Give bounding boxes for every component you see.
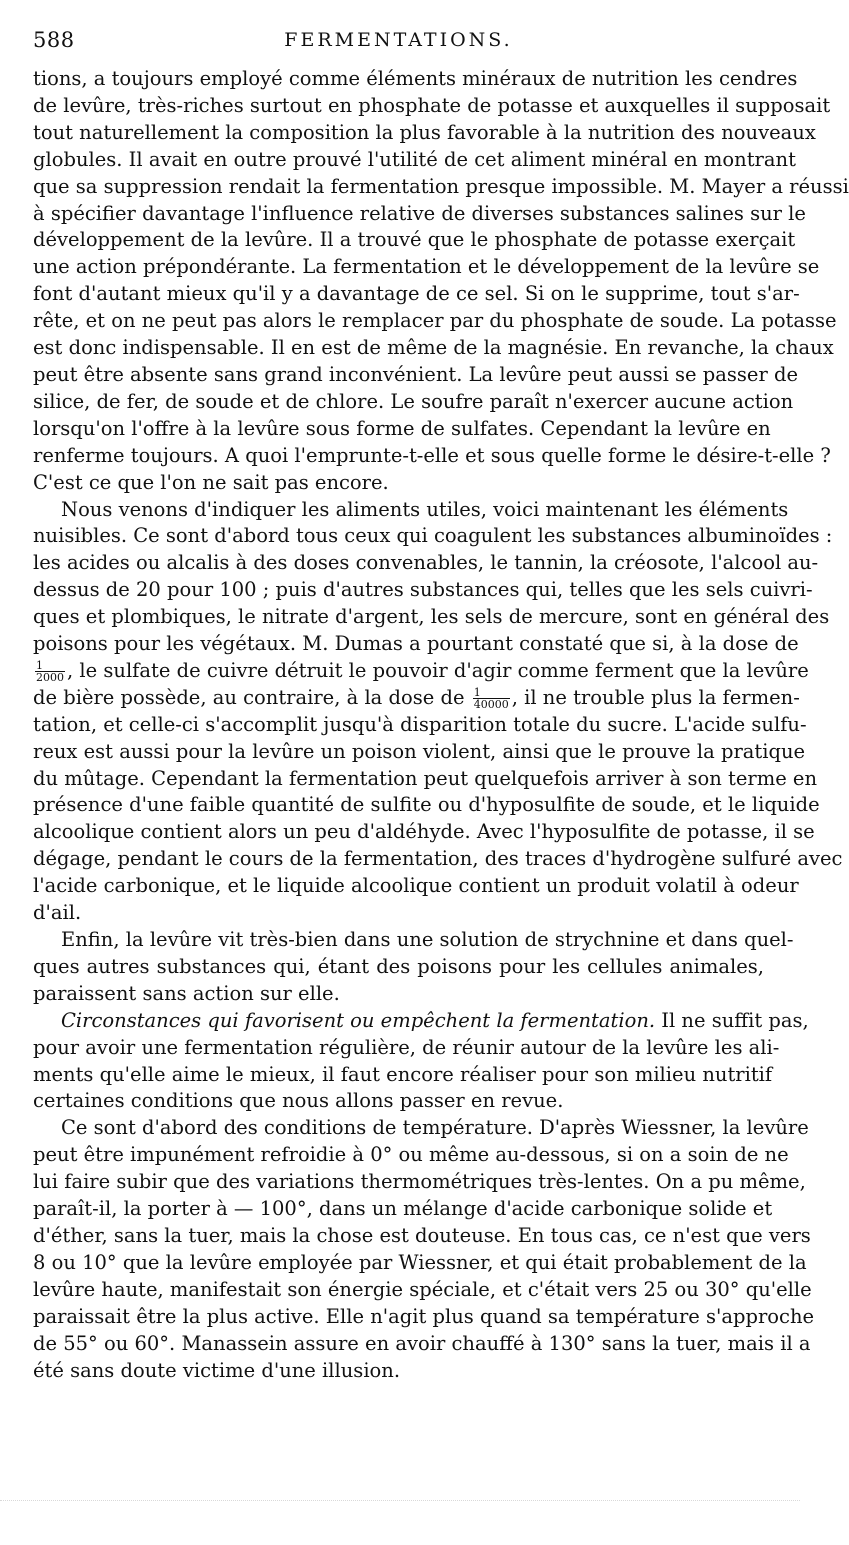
text-line: les acides ou alcalis à des doses convenables, le tannin, la créosote, l'alcool au- bbox=[33, 551, 819, 575]
text-line: ques autres substances qui, étant des poisons pour les cellules animales, bbox=[33, 954, 764, 978]
text-line: que sa suppression rendait la fermentation presque impossible. M. Mayer a réussi bbox=[33, 174, 849, 198]
text-line: paraissait être la plus active. Elle n'agit plus quand sa température s'approche bbox=[33, 1304, 815, 1328]
text-line: tout naturellement la composition la plus favorable à la nutrition des nouveaux bbox=[33, 120, 816, 144]
text-line: ments qu'elle aime le mieux, il faut encore réaliser pour son milieu nutritif bbox=[33, 1062, 773, 1086]
page-header bbox=[33, 28, 764, 58]
text-line: d'ail. bbox=[33, 901, 82, 925]
body-text bbox=[33, 66, 849, 1384]
text-line: ques et plombiques, le nitrate d'argent, les sels de mercure, sont en général des bbox=[33, 605, 830, 629]
running-title: FERMENTATIONS. bbox=[284, 29, 513, 51]
text-line: 8 ou 10° que la levûre employée par Wiessner, et qui était probablement de la bbox=[33, 1250, 807, 1274]
text-line: C'est ce que l'on ne sait pas encore. bbox=[33, 470, 389, 494]
paragraph-3 bbox=[33, 927, 794, 1008]
text-line: été sans doute victime d'une illusion. bbox=[33, 1358, 401, 1382]
text-line: rête, et on ne peut pas alors le remplacer par du phosphate de soude. La potasse bbox=[33, 309, 837, 333]
text-line: certaines conditions que nous allons passer en revue. bbox=[33, 1089, 564, 1113]
fraction-denominator: 40000 bbox=[473, 697, 509, 711]
text-line: du mûtage. Cependant la fermentation peut quelquefois arriver à son terme en bbox=[33, 766, 818, 790]
text-line-with-italic-lead bbox=[33, 1008, 809, 1035]
text-line: Enfin, la levûre vit très-bien dans une solution de strychnine et dans quel- bbox=[61, 928, 794, 951]
text-line: reux est aussi pour la levûre un poison violent, ainsi que le prouve la pratique bbox=[33, 739, 806, 763]
text-line: présence d'une faible quantité de sulfite ou d'hyposulfite de soude, et le liquide bbox=[33, 793, 820, 817]
text-line: lui faire subir que des variations thermométriques très-lentes. On a pu même, bbox=[33, 1170, 806, 1194]
text-line: nuisibles. Ce sont d'abord tous ceux qui coagulent les substances albuminoïdes : bbox=[33, 524, 833, 548]
fraction-numerator: 1 bbox=[35, 660, 65, 672]
text-line: alcoolique contient alors un peu d'aldéhyde. Avec l'hyposulfite de potasse, il se bbox=[33, 820, 815, 844]
text-line: font d'autant mieux qu'il y a davantage de ce sel. Si on le supprime, tout s'ar- bbox=[33, 282, 800, 306]
text-line: tions, a toujours employé comme éléments minéraux de nutrition les cendres bbox=[33, 67, 798, 90]
text-line: de 55° ou 60°. Manassein assure en avoir chauffé à 130° sans la tuer, mais il a bbox=[33, 1331, 811, 1355]
text-line: renferme toujours. A quoi l'emprunte-t-elle et sous quelle forme le désire-t-elle ? bbox=[33, 443, 831, 467]
paragraph-2 bbox=[33, 497, 843, 928]
text-line: dessus de 20 pour 100 ; puis d'autres substances qui, telles que les sels cuivri- bbox=[33, 578, 813, 602]
text-line: globules. Il avait en outre prouvé l'utilité de cet aliment minéral en montrant bbox=[33, 147, 796, 171]
text-line: peut être impunément refroidie à 0° ou même au-dessous, si on a soin de ne bbox=[33, 1143, 789, 1167]
text-line: de levûre, très-riches surtout en phosphate de potasse et auxquelles il supposait bbox=[33, 93, 831, 117]
section-heading-italic: Circonstances qui favorisent ou empêchent la fermentation. bbox=[61, 1008, 656, 1032]
text-line: est donc indispensable. Il en est de même de la magnésie. En revanche, la chaux bbox=[33, 336, 834, 360]
text-line: poisons pour les végétaux. M. Dumas a pourtant constaté que si, à la dose de bbox=[33, 632, 799, 656]
text-segment: , le sulfate de cuivre détruit le pouvoir d'agir comme ferment que la levûre bbox=[67, 658, 809, 682]
paragraph-5 bbox=[33, 1115, 815, 1384]
text-line: lorsqu'on l'offre à la levûre sous forme de sulfates. Cependant la levûre en bbox=[33, 416, 771, 440]
text-line: tation, et celle-ci s'accomplit jusqu'à disparition totale du sucre. L'acide sulfu- bbox=[33, 712, 807, 736]
text-line: peut être absente sans grand inconvénient. La levûre peut aussi se passer de bbox=[33, 362, 798, 386]
text-line: Nous venons d'indiquer les aliments utiles, voici maintenant les éléments bbox=[61, 497, 789, 521]
fraction-numerator: 1 bbox=[473, 687, 510, 699]
text-line: dégage, pendant le cours de la fermentation, des traces d'hydrogène sulfuré avec bbox=[33, 847, 843, 871]
fraction bbox=[473, 687, 510, 710]
text-line-with-fraction bbox=[33, 658, 809, 685]
text-line: paraît-il, la porter à — 100°, dans un mélange d'acide carbonique solide et bbox=[33, 1197, 773, 1221]
text-segment: , il ne trouble plus la fermen- bbox=[511, 685, 800, 709]
text-line: silice, de fer, de soude et de chlore. Le soufre paraît n'exercer aucune action bbox=[33, 389, 794, 413]
text-line-with-fraction bbox=[33, 685, 800, 712]
text-line: Ce sont d'abord des conditions de température. D'après Wiessner, la levûre bbox=[61, 1116, 809, 1140]
text-line: pour avoir une fermentation régulière, de réunir autour de la levûre les ali- bbox=[33, 1035, 780, 1059]
page-number: 588 bbox=[33, 28, 75, 52]
paragraph-4 bbox=[33, 1008, 809, 1116]
text-line: l'acide carbonique, et le liquide alcoolique contient un produit volatil à odeur bbox=[33, 874, 799, 898]
fraction bbox=[35, 660, 65, 683]
text-line: d'éther, sans la tuer, mais la chose est douteuse. En tous cas, ce n'est que vers bbox=[33, 1223, 811, 1247]
text-line: levûre haute, manifestait son énergie spéciale, et c'était vers 25 ou 30° qu'elle bbox=[33, 1277, 812, 1301]
text-line: développement de la levûre. Il a trouvé que le phosphate de potasse exerçait bbox=[33, 228, 796, 252]
fraction-denominator: 2000 bbox=[36, 670, 64, 684]
text-line: à spécifier davantage l'influence relative de diverses substances salines sur le bbox=[33, 201, 806, 225]
text-line: paraissent sans action sur elle. bbox=[33, 981, 340, 1005]
text-line: une action prépondérante. La fermentation et le développement de la levûre se bbox=[33, 255, 820, 279]
scan-artifact-divider bbox=[0, 1500, 800, 1507]
text-segment: de bière possède, au contraire, à la dose de bbox=[33, 685, 465, 709]
text-segment: Il ne suffit pas, bbox=[655, 1008, 809, 1032]
paragraph-1 bbox=[33, 66, 849, 497]
